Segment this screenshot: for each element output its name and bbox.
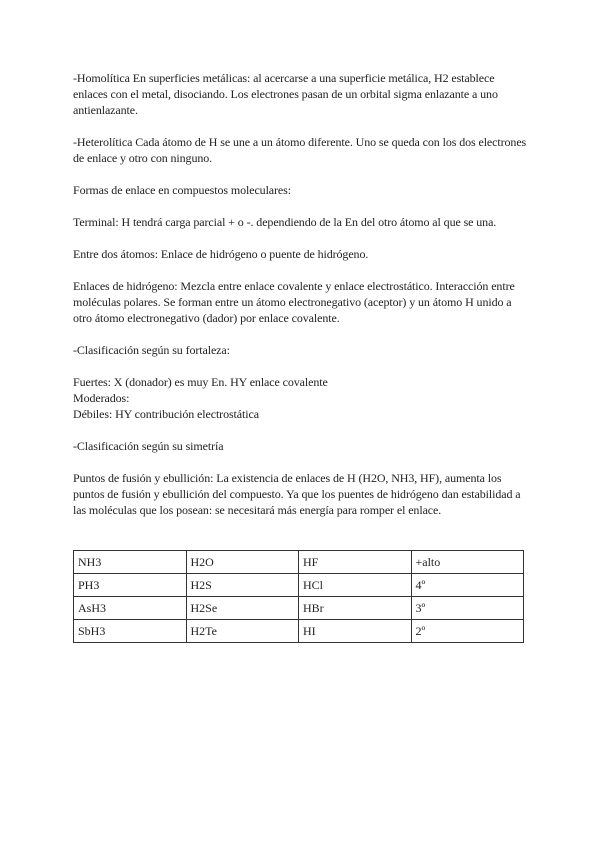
table-cell: HI [299, 620, 412, 643]
paragraph-clasificacion-simetria: -Clasificación según su simetría [73, 439, 224, 453]
paragraph-puntos-fusion: Puntos de fusión y ebullición: La existencia de enlaces de H (H2O, NH3, HF), aumenta los puntos de fusión y ebullición del compuesto. Ya que los puentes de hidrógeno dan estabilidad a las moléculas que los posean: se necesitará más energía para romper el enlace. [73, 471, 521, 517]
table-cell: H2S [186, 574, 299, 597]
table-cell: 3º [411, 597, 524, 620]
paragraph-heterolitica: -Heterolítica Cada átomo de H se une a un átomo diferente. Uno se queda con los dos electrones de enlace y otro con ninguno. [73, 135, 527, 165]
table-row [74, 620, 524, 643]
table-cell: +alto [411, 551, 524, 574]
list-item-moderados: Moderados: [73, 391, 130, 405]
table-cell: PH3 [74, 574, 187, 597]
paragraph-formas-enlace: Formas de enlace en compuestos moleculares: [73, 183, 291, 197]
table-cell: NH3 [74, 551, 187, 574]
paragraph-entre-dos-atomos: Entre dos átomos: Enlace de hidrógeno o puente de hidrógeno. [73, 247, 369, 261]
table-cell: HCl [299, 574, 412, 597]
list-item-fuertes: Fuertes: X (donador) es muy En. HY enlace covalente [73, 375, 328, 389]
paragraph-terminal: Terminal: H tendrá carga parcial + o -. dependiendo de la En del otro átomo al que se una. [73, 215, 497, 229]
hydride-table [73, 550, 524, 643]
table-cell: 4º [411, 574, 524, 597]
table-row [74, 597, 524, 620]
table-cell: H2Te [186, 620, 299, 643]
table-cell: HBr [299, 597, 412, 620]
paragraph-enlaces-hidrogeno: Enlaces de hidrógeno: Mezcla entre enlace covalente y enlace electrostático. Interacción entre moléculas polares. Se forman entre un átomo electronegativo (aceptor) y un átomo H unido a otro átomo electronegativo (dador) por enlace covalente. [73, 279, 515, 325]
hydride-table-container [73, 550, 524, 643]
table-cell: HF [299, 551, 412, 574]
table-cell: 2º [411, 620, 524, 643]
table-cell: H2Se [186, 597, 299, 620]
document-body [73, 70, 528, 534]
table-cell: H2O [186, 551, 299, 574]
strength-list [73, 374, 528, 422]
table-cell: AsH3 [74, 597, 187, 620]
table-cell: SbH3 [74, 620, 187, 643]
list-item-debiles: Débiles: HY contribución electrostática [73, 407, 259, 421]
table-row [74, 574, 524, 597]
paragraph-homolitica: -Homolítica En superficies metálicas: al acercarse a una superficie metálica, H2 establece enlaces con el metal, disociando. Los electrones pasan de un orbital sigma enlazante a uno antienlazante. [73, 71, 498, 117]
paragraph-clasificacion-fortaleza: -Clasificación según su fortaleza: [73, 343, 230, 357]
table-row [74, 551, 524, 574]
